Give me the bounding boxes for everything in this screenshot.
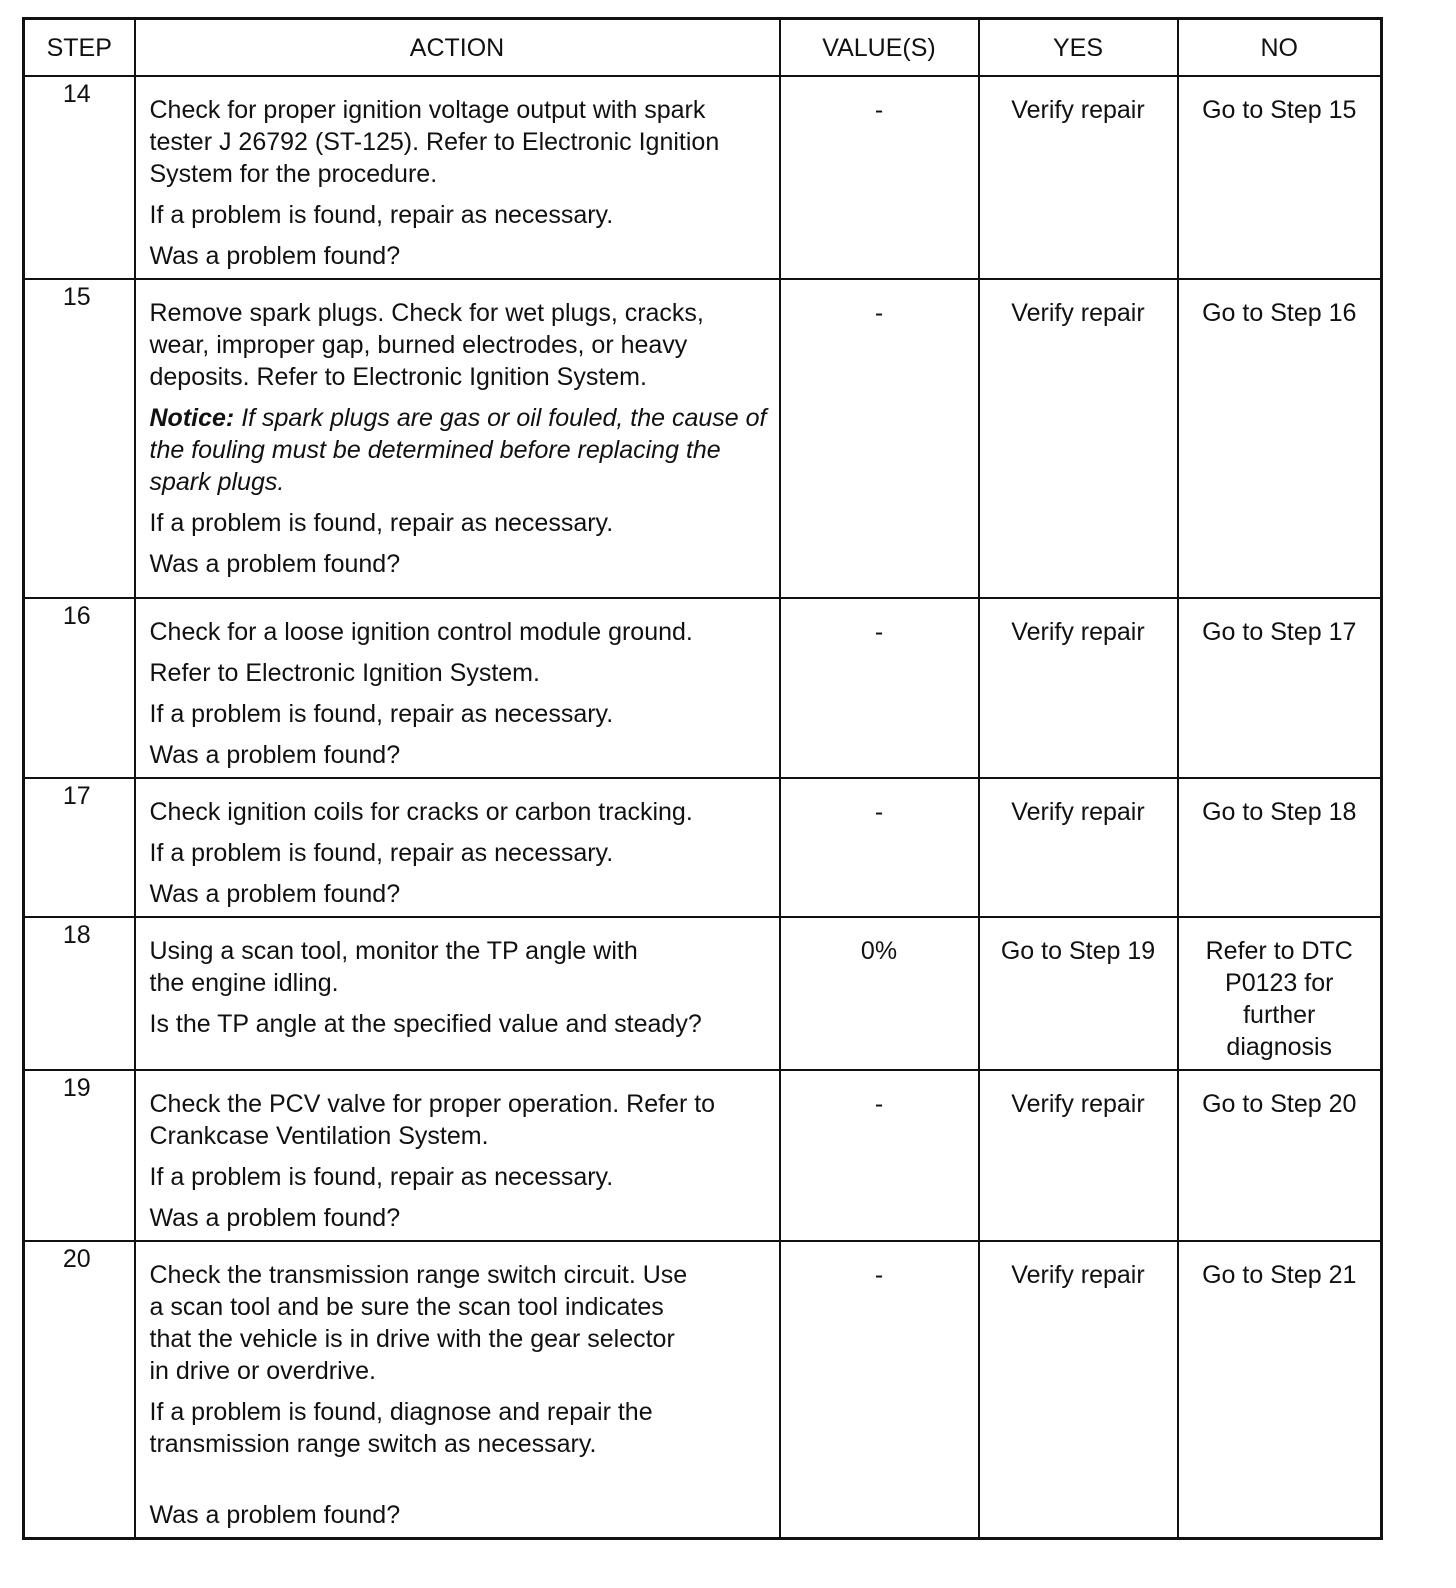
- action-cell: [135, 1241, 780, 1539]
- step-number: 16: [24, 598, 135, 778]
- value-cell: -: [780, 1070, 979, 1241]
- action-cell: [135, 598, 780, 778]
- step-number: 19: [24, 1070, 135, 1241]
- action-text: Refer to Electronic Ignition System.: [149, 659, 540, 687]
- diagnostic-table: [22, 17, 1383, 1540]
- step-number: 20: [24, 1241, 135, 1539]
- no-cell: Go to Step 15: [1178, 76, 1382, 279]
- notice-label: Notice:: [149, 404, 235, 432]
- action-text: If a problem is found, repair as necessary.: [149, 509, 614, 537]
- action-text: If a problem is found, repair as necessary.: [149, 201, 614, 229]
- step-number: 17: [24, 778, 135, 917]
- table-row: [24, 598, 1382, 778]
- action-cell: [135, 279, 780, 598]
- action-text: If a problem is found, repair as necessary.: [149, 1163, 614, 1191]
- action-text: Check for proper ignition voltage output with spark tester J 26792 (ST-125). Refer to Electronic Ignition System for the procedure.: [149, 96, 720, 188]
- header-yes: YES: [979, 19, 1178, 77]
- action-text: Check the transmission range switch circuit. Use a scan tool and be sure the scan tool indicates that the vehicle is in drive with the gear selector in drive or overdrive.: [149, 1261, 688, 1385]
- action-text: Remove spark plugs. Check for wet plugs, cracks, wear, improper gap, burned electrodes, or heavy deposits. Refer to Electronic Ignition System.: [149, 299, 704, 391]
- value-cell: 0%: [780, 917, 979, 1070]
- action-cell: [135, 778, 780, 917]
- action-text: If a problem is found, repair as necessary.: [149, 700, 614, 728]
- header-no: NO: [1178, 19, 1382, 77]
- header-values: VALUE(S): [780, 19, 979, 77]
- action-text: Using a scan tool, monitor the TP angle with the engine idling.: [149, 937, 638, 997]
- value-cell: -: [780, 598, 979, 778]
- header-step: STEP: [24, 19, 135, 77]
- step-number: 15: [24, 279, 135, 598]
- action-text: If a problem is found, repair as necessary.: [149, 839, 614, 867]
- no-cell: Go to Step 20: [1178, 1070, 1382, 1241]
- action-cell: [135, 76, 780, 279]
- action-question: Was a problem found?: [149, 242, 401, 270]
- no-cell: Go to Step 21: [1178, 1241, 1382, 1539]
- action-question: Was a problem found?: [149, 550, 401, 578]
- table-row: [24, 1070, 1382, 1241]
- yes-cell: Verify repair: [979, 1070, 1178, 1241]
- action-cell: [135, 1070, 780, 1241]
- table-row: [24, 917, 1382, 1070]
- table-row: [24, 778, 1382, 917]
- yes-cell: Verify repair: [979, 279, 1178, 598]
- step-number: 14: [24, 76, 135, 279]
- notice-text: If spark plugs are gas or oil fouled, the cause of the fouling must be determined before replacing the spark plugs.: [149, 404, 767, 496]
- table-row: [24, 76, 1382, 279]
- value-cell: -: [780, 76, 979, 279]
- table-row: [24, 1241, 1382, 1539]
- yes-cell: Verify repair: [979, 598, 1178, 778]
- yes-cell: Verify repair: [979, 778, 1178, 917]
- no-cell: Go to Step 16: [1178, 279, 1382, 598]
- action-question: Was a problem found?: [149, 880, 401, 908]
- yes-cell: Verify repair: [979, 1241, 1178, 1539]
- action-text: If a problem is found, diagnose and repair the transmission range switch as necessary.: [149, 1398, 653, 1458]
- step-number: 18: [24, 917, 135, 1070]
- spacer: [150, 1469, 769, 1499]
- action-text: Check the PCV valve for proper operation. Refer to Crankcase Ventilation System.: [149, 1090, 716, 1150]
- yes-cell: Go to Step 19: [979, 917, 1178, 1070]
- table-header-row: [24, 19, 1382, 77]
- action-cell: [135, 917, 780, 1070]
- yes-cell: Verify repair: [979, 76, 1178, 279]
- table-row: [24, 279, 1382, 598]
- value-cell: -: [780, 279, 979, 598]
- action-text: Check for a loose ignition control module ground.: [149, 618, 693, 646]
- action-question: Is the TP angle at the specified value and steady?: [149, 1010, 702, 1038]
- notice-block: [150, 402, 769, 498]
- action-question: Was a problem found?: [149, 741, 401, 769]
- value-cell: -: [780, 1241, 979, 1539]
- header-action: ACTION: [135, 19, 780, 77]
- no-cell: Go to Step 18: [1178, 778, 1382, 917]
- action-question: Was a problem found?: [149, 1501, 401, 1529]
- action-text: Check ignition coils for cracks or carbon tracking.: [149, 798, 693, 826]
- no-cell: Refer to DTC P0123 for further diagnosis: [1178, 917, 1382, 1070]
- value-cell: -: [780, 778, 979, 917]
- no-cell: Go to Step 17: [1178, 598, 1382, 778]
- action-question: Was a problem found?: [149, 1204, 401, 1232]
